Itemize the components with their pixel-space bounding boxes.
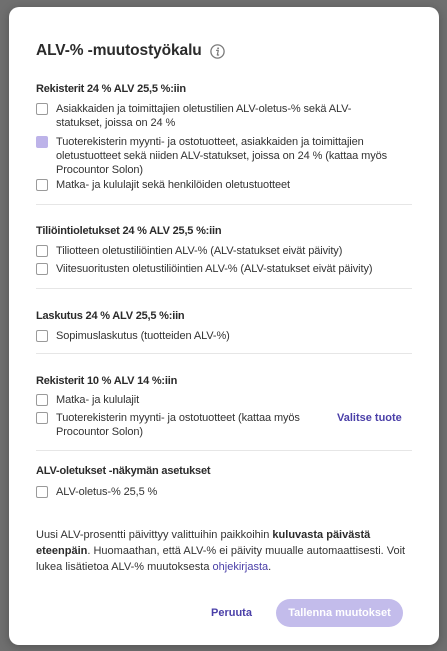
- option-contract-invoicing[interactable]: [36, 329, 230, 343]
- option-reference-payment-postings[interactable]: [36, 262, 372, 276]
- section-title: ALV-oletukset -näkymän asetukset: [36, 465, 211, 477]
- section-title: Rekisterit 10 % ALV 14 %:iin: [36, 375, 178, 387]
- checkbox[interactable]: [36, 103, 48, 115]
- divider: [36, 450, 412, 451]
- modal-title: ALV-% -muutostyökalu: [36, 42, 202, 59]
- option-label: Procountor Solon): [56, 426, 143, 438]
- info-text-part: .: [268, 561, 272, 573]
- option-label: Tiliotteen oletustiliöintien ALV-% (ALV-statukset eivät päivity): [56, 245, 343, 257]
- option-label: Tuoterekisterin myynti- ja ostotuotteet, asiakkaiden ja toimittajien: [56, 136, 364, 148]
- info-text: [36, 527, 416, 575]
- checkbox[interactable]: [36, 179, 48, 191]
- cancel-button[interactable]: Peruuta: [211, 607, 252, 619]
- section-title: Laskutus 24 % ALV 25,5 %:iin: [36, 310, 185, 322]
- checkbox[interactable]: [36, 486, 48, 498]
- checkbox[interactable]: [36, 330, 48, 342]
- option-default-vat-percent[interactable]: [36, 485, 157, 499]
- option-label: Tuoterekisterin myynti- ja ostotuotteet (kattaa myös: [56, 412, 300, 424]
- section-title: Tiliöintioletukset 24 % ALV 25,5 %:iin: [36, 225, 222, 237]
- section-title: Rekisterit 24 % ALV 25,5 %:iin: [36, 83, 186, 95]
- option-label: ALV-oletus-% 25,5 %: [56, 486, 158, 498]
- divider: [36, 204, 412, 205]
- modal-header: [36, 42, 225, 60]
- option-label: Matka- ja kululajit sekä henkilöiden oletustuotteet: [56, 179, 290, 191]
- select-product-link[interactable]: Valitse tuote: [337, 412, 402, 424]
- divider: [36, 288, 412, 289]
- option-bank-statement-postings[interactable]: [36, 244, 342, 258]
- info-text-bold: kuluvasta päivästä eteenpäin: [36, 529, 371, 557]
- checkbox[interactable]: [36, 412, 48, 424]
- section-posting-defaults: [36, 225, 412, 285]
- option-product-register-10[interactable]: [36, 411, 300, 439]
- vat-change-modal: [9, 7, 439, 645]
- option-label: Viitesuoritusten oletustiliöintien ALV-% (ALV-statukset eivät päivity): [56, 263, 373, 275]
- option-customer-supplier-accounts[interactable]: [36, 102, 351, 130]
- manual-link[interactable]: ohjekirjasta: [212, 561, 269, 573]
- option-travel-expense-types[interactable]: [36, 178, 290, 192]
- option-label: oletustuotteet sekä niiden ALV-statukset, joissa on 24 % (kattaa myös: [56, 150, 388, 162]
- section-registers-10: [36, 375, 412, 439]
- section-registers-24: [36, 83, 412, 193]
- option-label: statukset, joissa on 24 %: [56, 117, 176, 129]
- checkbox[interactable]: [36, 245, 48, 257]
- info-text-part: . Huomaathan, että ALV-% ei päivity muualle automaattisesti. Voit lukea lisätietoa ALV-% muutoksesta: [36, 545, 406, 573]
- option-label: Sopimuslaskutus (tuotteiden ALV-%): [56, 330, 230, 342]
- section-invoicing: [36, 310, 412, 350]
- checkbox-indeterminate[interactable]: [36, 136, 48, 148]
- checkbox[interactable]: [36, 263, 48, 275]
- option-label: Procountor Solon): [56, 164, 143, 176]
- info-text-part: Uusi ALV-prosentti päivittyy valittuihin paikkoihin: [36, 529, 273, 541]
- option-product-register[interactable]: [36, 135, 387, 177]
- checkbox[interactable]: [36, 394, 48, 406]
- option-label: Asiakkaiden ja toimittajien oletustilien ALV-oletus-% sekä ALV-: [56, 103, 352, 115]
- section-vat-defaults-view: [36, 465, 412, 505]
- option-travel-expense-types-10[interactable]: [36, 393, 139, 407]
- option-label: Matka- ja kululajit: [56, 394, 140, 406]
- info-icon[interactable]: [210, 44, 225, 59]
- save-changes-button[interactable]: Tallenna muutokset: [276, 599, 403, 627]
- divider: [36, 353, 412, 354]
